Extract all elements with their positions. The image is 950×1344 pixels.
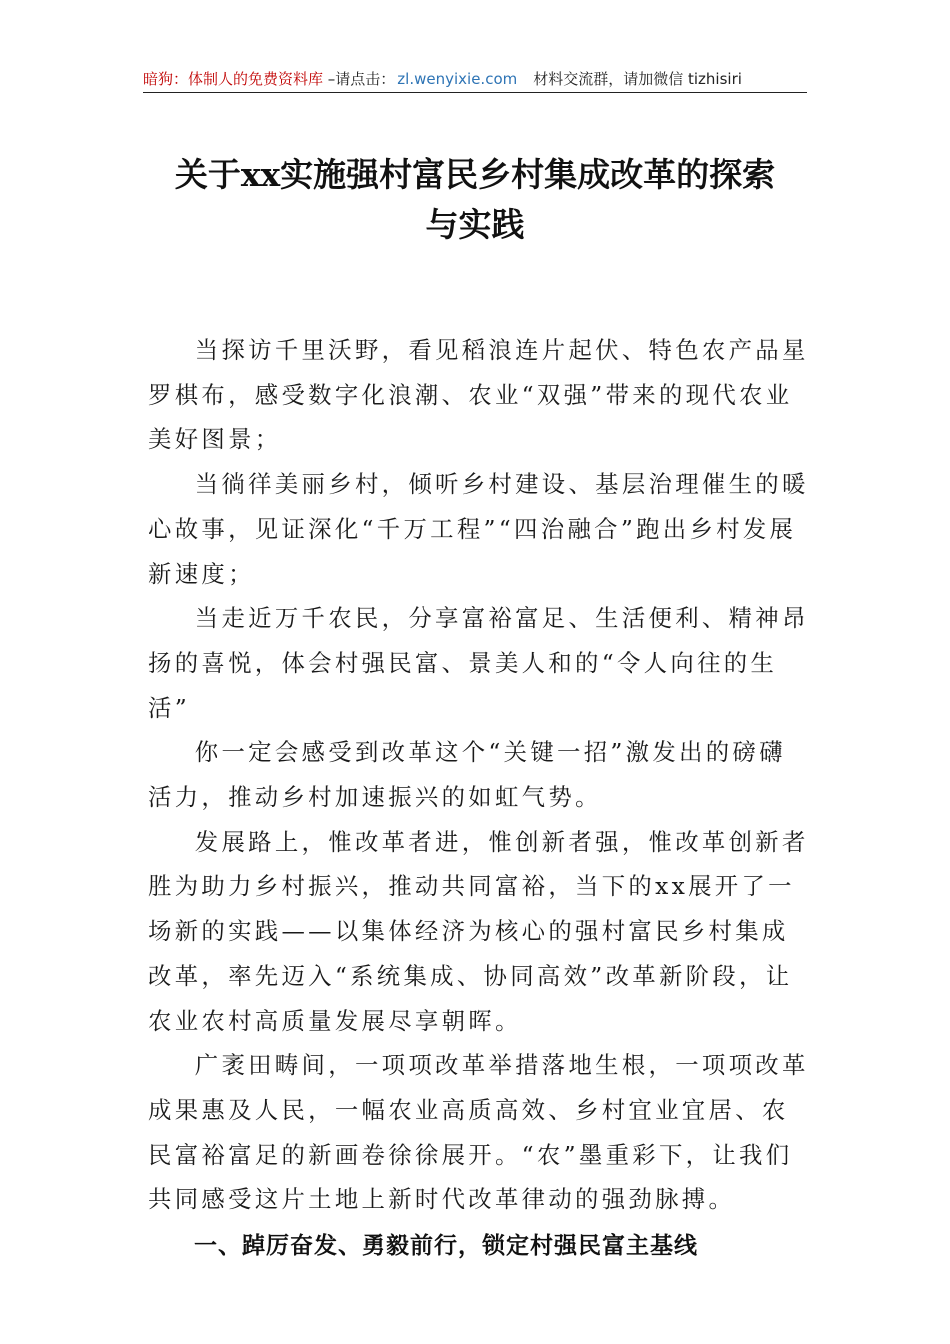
document-title-line2: 与实践	[425, 205, 525, 244]
header-prompt: –请点击：	[323, 70, 396, 88]
paragraph-5: 发展路上，惟改革者进，惟创新者强，惟改革创新者胜为助力乡村振兴，推动共同富裕，当下的xx展开了一场新的实践——以集体经济为核心的强村富民乡村集成改革，率先迈入“系统集成、协同高效”改革新阶段，让农业农村高质量发展尽享朝晖。	[148, 827, 809, 1035]
header-url-link[interactable]: zl.wenyixie.com	[397, 70, 518, 88]
document-title-line1: 关于xx实施强村富民乡村集成改革的探索	[174, 155, 776, 194]
paragraph-1: 当探访千里沃野，看见稻浪连片起伏、特色农产品星罗棋布，感受数字化浪潮、农业“双强”带来的现代农业美好图景；	[148, 336, 809, 454]
header-brand: 暗狗：体制人的免费资料库	[143, 70, 324, 88]
document-body	[148, 328, 812, 1268]
paragraph-6: 广袤田畴间，一项项改革举措落地生根，一项项改革成果惠及人民，一幅农业高质高效、乡村宜业宜居、农民富裕富足的新画卷徐徐展开。“农”墨重彩下，让我们共同感受这片土地上新时代改革律动的强劲脉搏。	[148, 1051, 809, 1214]
header-group-note: 材料交流群，请加微信 tizhisiri	[533, 70, 742, 88]
page-header	[143, 68, 807, 93]
paragraph-2: 当徜徉美丽乡村，倾听乡村建设、基层治理催生的暖心故事，见证深化“千万工程”“四治融合”跑出乡村发展新速度；	[148, 470, 809, 588]
section-heading-1: 一、踔厉奋发、勇毅前行，锁定村强民富主基线	[194, 1233, 698, 1260]
paragraph-3: 当走近万千农民，分享富裕富足、生活便利、精神昂扬的喜悦，体会村强民富、景美人和的“令人向往的生活”	[148, 604, 809, 722]
paragraph-4: 你一定会感受到改革这个“关键一招”激发出的磅礴活力，推动乡村加速振兴的如虹气势。	[148, 738, 786, 812]
